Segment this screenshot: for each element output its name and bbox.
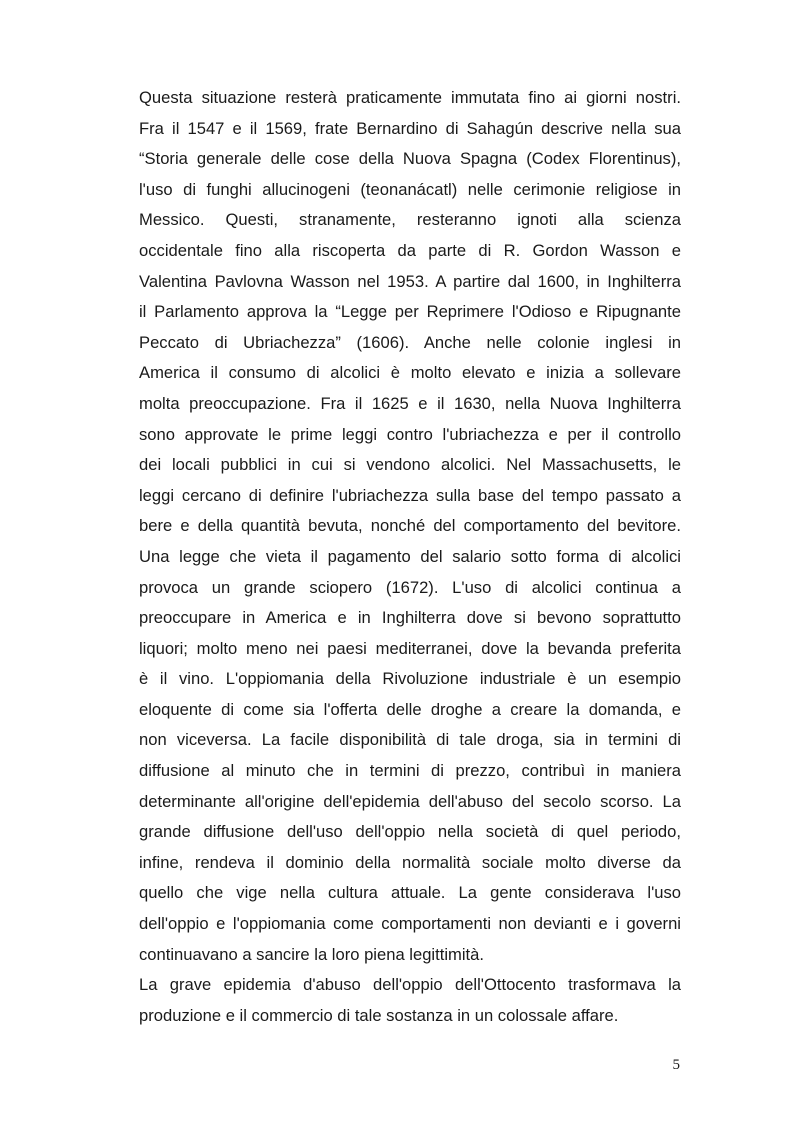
text-line: America il consumo di alcolici è molto elevato e inizia a sollevare xyxy=(139,363,681,383)
page-number: 5 xyxy=(672,1057,680,1073)
text-line: molta preoccupazione. Fra il 1625 e il 1630, nella Nuova Inghilterra xyxy=(139,393,681,413)
text-line: bere e della quantità bevuta, nonché del comportamento del bevitore. xyxy=(139,516,681,536)
text-line: La grave epidemia d'abuso dell'oppio dell'Ottocento trasformava la xyxy=(139,975,681,995)
text-line: occidentale fino alla riscoperta da parte di R. Gordon Wasson e xyxy=(139,240,681,260)
paragraph xyxy=(139,83,681,970)
text-line: “Storia generale delle cose della Nuova Spagna (Codex Florentinus), xyxy=(139,149,681,169)
text-line: eloquente di come sia l'offerta delle droghe a creare la domanda, e xyxy=(139,699,681,719)
text-line: provoca un grande sciopero (1672). L'uso di alcolici continua a xyxy=(139,577,681,597)
text-line: produzione e il commercio di tale sostanza in un colossale affare. xyxy=(139,1005,619,1025)
text-line: l'uso di funghi allucinogeni (teonanácatl) nelle cerimonie religiose in xyxy=(139,179,681,199)
text-line: Peccato di Ubriachezza” (1606). Anche nelle colonie inglesi in xyxy=(139,332,681,352)
text-line: quello che vige nella cultura attuale. La gente considerava l'uso xyxy=(139,883,681,903)
text-line: Questa situazione resterà praticamente immutata fino ai giorni nostri. xyxy=(139,88,681,107)
text-line: determinante all'origine dell'epidemia dell'abuso del secolo scorso. La xyxy=(139,791,681,811)
text-line: è il vino. L'oppiomania della Rivoluzione industriale è un esempio xyxy=(139,669,681,689)
text-line: liquori; molto meno nei paesi mediterranei, dove la bevanda preferita xyxy=(139,638,681,658)
text-line: dei locali pubblici in cui si vendono alcolici. Nel Massachusetts, le xyxy=(139,455,681,475)
text-line: Valentina Pavlovna Wasson nel 1953. A partire dal 1600, in Inghilterra xyxy=(139,271,681,291)
text-line: dell'oppio e l'oppiomania come comportamenti non devianti e i governi xyxy=(139,914,681,934)
text-line: leggi cercano di definire l'ubriachezza sulla base del tempo passato a xyxy=(139,485,681,505)
text-line: continuavano a sancire la loro piena legittimità. xyxy=(139,944,484,964)
text-line: Una legge che vieta il pagamento del salario sotto forma di alcolici xyxy=(139,546,681,566)
text-line: diffusione al minuto che in termini di prezzo, contribuì in maniera xyxy=(139,761,681,781)
text-line: non viceversa. La facile disponibilità di tale droga, sia in termini di xyxy=(139,730,681,750)
text-line: infine, rendeva il dominio della normalità sociale molto diverse da xyxy=(139,852,681,872)
text-line: grande diffusione dell'uso dell'oppio nella società di quel periodo, xyxy=(139,822,681,842)
text-line: Fra il 1547 e il 1569, frate Bernardino di Sahagún descrive nella sua xyxy=(139,118,681,138)
text-line: preoccupare in America e in Inghilterra dove si bevono soprattutto xyxy=(139,608,681,628)
text-line: sono approvate le prime leggi contro l'ubriachezza e per il controllo xyxy=(139,424,681,444)
text-line: Messico. Questi, stranamente, resteranno ignoti alla scienza xyxy=(139,210,681,230)
body-text xyxy=(139,83,681,1031)
paragraph xyxy=(139,970,681,1031)
text-line: il Parlamento approva la “Legge per Reprimere l'Odioso e Ripugnante xyxy=(139,302,681,322)
